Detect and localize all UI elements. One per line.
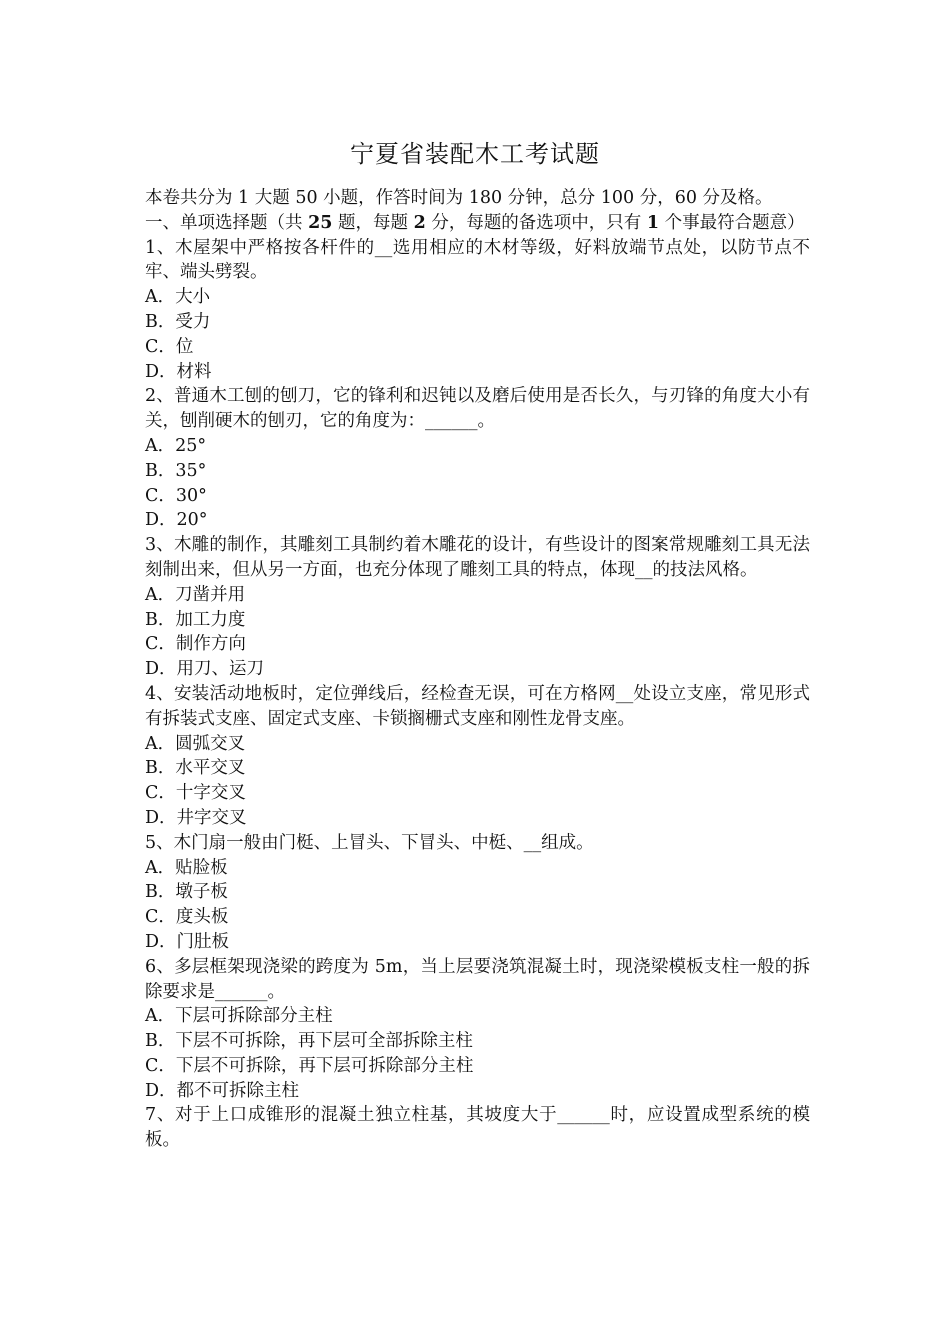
option-5b: B．墩子板 xyxy=(145,882,228,903)
option-6b: B．下层不可拆除，再下层可全部拆除主柱 xyxy=(145,1031,473,1052)
title-text: 宁夏省装配木工考试题 xyxy=(350,140,600,168)
section-question-count: 25 xyxy=(308,212,333,233)
option-6d: D．都不可拆除主柱 xyxy=(145,1080,300,1101)
document-title xyxy=(0,138,950,170)
section-text-2: 题，每题 xyxy=(332,212,414,233)
document-body xyxy=(145,186,810,1153)
option-5d: D．门肚板 xyxy=(145,931,230,952)
question-3: 3、木雕的制作，其雕刻工具制约着木雕花的设计，有些设计的图案常规雕刻工具无法刻制出来，但从另一方面，也充分体现了雕刻工具的特点，体现__的技法风格。 xyxy=(145,535,810,580)
option-4d: D．井字交叉 xyxy=(145,807,247,828)
question-6: 6、多层框架现浇梁的跨度为 5m，当上层要浇筑混凝土时，现浇梁模板支柱一般的拆除要求是______。 xyxy=(145,956,810,1002)
option-2b: B．35° xyxy=(145,460,207,481)
option-1b: B．受力 xyxy=(145,311,211,332)
option-6c: C．下层不可拆除，再下层可拆除部分主柱 xyxy=(145,1055,474,1076)
question-4: 4、安装活动地板时，定位弹线后，经检查无误，可在方格网__处设立支座，常见形式有拆装式支座、固定式支座、卡锁搁栅式支座和刚性龙骨支座。 xyxy=(145,683,810,729)
option-2a: A．25° xyxy=(145,435,207,456)
option-1a: A．大小 xyxy=(145,287,211,308)
option-3d: D．用刀、运刀 xyxy=(145,659,265,680)
section-heading xyxy=(145,211,810,236)
section-text-1: 一、单项选择题（共 xyxy=(145,212,309,233)
option-3c: C．制作方向 xyxy=(145,634,246,655)
option-5a: A．贴脸板 xyxy=(145,857,228,878)
question-5: 5、木门扇一般由门梃、上冒头、下冒头、中梃、__组成。 xyxy=(145,832,594,853)
option-2d: D．20° xyxy=(145,510,208,531)
exam-intro: 本卷共分为 1 大题 50 小题，作答时间为 180 分钟，总分 100 分，60 分及格。 xyxy=(145,188,773,208)
option-3a: A．刀凿并用 xyxy=(145,584,246,605)
option-2c: C．30° xyxy=(145,485,207,506)
question-2: 2、普通木工刨的刨刀，它的锋利和迟钝以及磨后使用是否长久，与刃锋的角度大小有关，刨削硬木的刨刃，它的角度为：______。 xyxy=(145,386,810,432)
section-text-3: 分，每题的备选项中，只有 xyxy=(425,212,647,233)
question-1: 1、木屋架中严格按各杆件的__选用相应的木材等级，好料放端节点处，以防节点不牢、端头劈裂。 xyxy=(145,237,810,283)
option-3b: B．加工力度 xyxy=(145,609,246,630)
section-points: 2 xyxy=(413,212,426,233)
option-1d: D．材料 xyxy=(145,361,212,382)
section-text-4: 个事最符合题意） xyxy=(659,212,805,233)
option-4a: A．圆弧交叉 xyxy=(145,733,246,754)
option-1c: C．位 xyxy=(145,336,194,357)
section-answer-count: 1 xyxy=(646,212,660,233)
option-4c: C．十字交叉 xyxy=(145,783,246,804)
option-5c: C．度头板 xyxy=(145,907,229,928)
option-6a: A．下层可拆除部分主柱 xyxy=(145,1006,333,1027)
question-7: 7、对于上口成锥形的混凝土独立柱基，其坡度大于______时，应设置成型系统的模板。 xyxy=(145,1105,810,1151)
option-4b: B．水平交叉 xyxy=(145,758,246,779)
